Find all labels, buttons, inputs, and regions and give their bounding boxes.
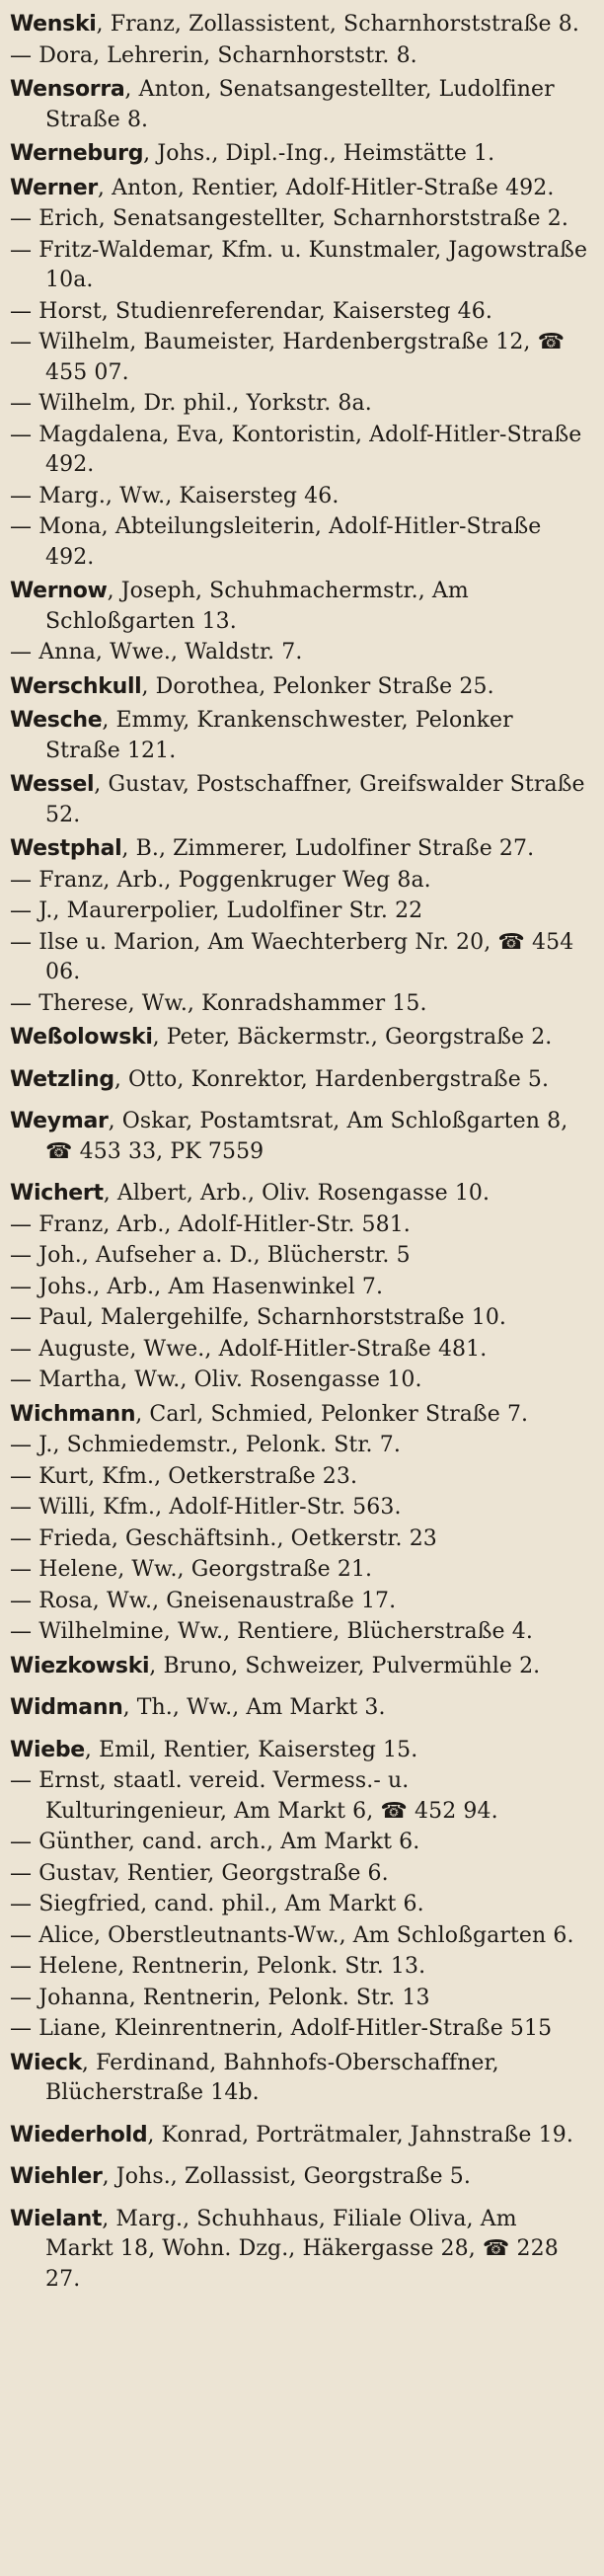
entry-details: — Mona, Abteilungsleiterin, Adolf-Hitler-Straße 492. xyxy=(10,514,542,570)
directory-entry-main xyxy=(10,10,590,40)
entry-details: , Johs., Zollassist, Georgstraße 5. xyxy=(102,2164,471,2189)
directory-entry-sub xyxy=(10,1431,590,1461)
directory-entry-main xyxy=(10,2121,590,2151)
entry-details: , Emmy, Krankenschwester, Pelonker Straße 121. xyxy=(45,708,513,763)
directory-entry-main xyxy=(10,139,590,170)
entry-details: — Frieda, Geschäftsinh., Oetkerstr. 23 xyxy=(10,1525,437,1551)
entry-details: — Ernst, staatl. vereid. Vermess.- u. Kulturingenieur, Am Markt 6, ☎ 452 94. xyxy=(10,1768,498,1824)
entry-details: — Auguste, Wwe., Adolf-Hitler-Straße 481. xyxy=(10,1336,488,1362)
directory-entry-main xyxy=(10,1693,590,1724)
directory-entry-sub xyxy=(10,204,590,235)
directory-entry-sub xyxy=(10,928,590,988)
directory-entry-sub xyxy=(10,328,590,388)
directory-entry-sub xyxy=(10,1366,590,1396)
directory-entry-sub xyxy=(10,1984,590,2014)
directory-entry-sub xyxy=(10,389,590,420)
directory-entry-main xyxy=(10,577,590,637)
entry-surname: Wichmann xyxy=(10,1401,136,1427)
directory-entry-sub xyxy=(10,1273,590,1303)
entry-details: — Wilhelmine, Ww., Rentiere, Blücherstraße 4. xyxy=(10,1619,533,1644)
entry-details: , Ferdinand, Bahnhofs-Oberschaffner, Blücherstraße 14b. xyxy=(45,2050,499,2105)
entry-details: — Willi, Kfm., Adolf-Hitler-Str. 563. xyxy=(10,1495,402,1520)
directory-entry-main xyxy=(10,1065,590,1096)
entry-details: , Joseph, Schuhmachermstr., Am Schloßgarten 13. xyxy=(45,579,469,634)
entry-details: , Albert, Arb., Oliv. Rosengasse 10. xyxy=(103,1181,491,1206)
directory-entry-sub xyxy=(10,866,590,897)
directory-entry-sub xyxy=(10,897,590,927)
directory-entry-sub xyxy=(10,989,590,1020)
entry-details: , Bruno, Schweizer, Pulvermühle 2. xyxy=(149,1653,541,1678)
entry-surname: Wensorra xyxy=(10,77,125,102)
entry-surname: Wiezkowski xyxy=(10,1653,150,1678)
entry-details: — Kurt, Kfm., Oetkerstraße 23. xyxy=(10,1463,358,1489)
entry-surname: Westphal xyxy=(10,836,122,861)
directory-entry-sub xyxy=(10,1303,590,1334)
directory-entry-sub xyxy=(10,1241,590,1272)
directory-entry-main xyxy=(10,706,590,766)
entry-surname: Wesche xyxy=(10,708,103,733)
entry-surname: Weßolowski xyxy=(10,1025,153,1050)
directory-entry-sub xyxy=(10,638,590,668)
entry-surname: Wernow xyxy=(10,579,108,603)
entry-surname: Wetzling xyxy=(10,1066,114,1092)
entry-details: , Anton, Rentier, Adolf-Hitler-Straße 492. xyxy=(97,175,555,200)
entry-details: — Gustav, Rentier, Georgstraße 6. xyxy=(10,1860,389,1886)
entry-surname: Werschkull xyxy=(10,673,142,699)
directory-entry-sub xyxy=(10,2014,590,2045)
entry-details: — Ilse u. Marion, Am Waechterberg Nr. 20, ☎ 454 06. xyxy=(10,929,574,984)
entry-surname: Wessel xyxy=(10,772,95,797)
entry-details: — Alice, Oberstleutnants-Ww., Am Schloßgarten 6. xyxy=(10,1922,574,1948)
entry-details: — Liane, Kleinrentnerin, Adolf-Hitler-Straße 515 xyxy=(10,2016,553,2041)
directory-entry-sub xyxy=(10,1921,590,1952)
entry-details: — Anna, Wwe., Waldstr. 7. xyxy=(10,640,303,664)
directory-entry-main xyxy=(10,834,590,865)
entry-details: — Paul, Malergehilfe, Scharnhorststraße 10. xyxy=(10,1305,507,1330)
directory-entry-main xyxy=(10,1400,590,1431)
entry-details: — Marg., Ww., Kaisersteg 46. xyxy=(10,483,340,508)
directory-entry-main xyxy=(10,2205,590,2296)
entry-details: — J., Schmiedemstr., Pelonk. Str. 7. xyxy=(10,1433,401,1457)
directory-entry-sub xyxy=(10,1859,590,1890)
entry-details: , Dorothea, Pelonker Straße 25. xyxy=(141,673,494,699)
directory-entry-sub xyxy=(10,1828,590,1858)
entry-surname: Weymar xyxy=(10,1109,109,1133)
entry-surname: Wiebe xyxy=(10,1737,85,1762)
entry-details: — Rosa, Ww., Gneisenaustraße 17. xyxy=(10,1588,397,1613)
directory-entry-sub xyxy=(10,482,590,512)
entry-surname: Wiederhold xyxy=(10,2122,148,2147)
directory-entry-main xyxy=(10,1736,590,1766)
entry-surname: Wieck xyxy=(10,2050,82,2075)
directory-entry-sub xyxy=(10,1890,590,1920)
directory-entry-sub xyxy=(10,421,590,481)
directory-entry-main xyxy=(10,75,590,135)
directory-entry-sub xyxy=(10,41,590,72)
entry-details: , Otto, Konrektor, Hardenbergstraße 5. xyxy=(113,1066,550,1092)
entry-details: — Fritz-Waldemar, Kfm. u. Kunstmaler, Jagowstraße 10a. xyxy=(10,237,588,292)
entry-details: , Gustav, Postschaffner, Greifswalder Straße 52. xyxy=(45,772,585,827)
directory-entry-sub xyxy=(10,1462,590,1493)
entry-details: — Joh., Aufseher a. D., Blücherstr. 5 xyxy=(10,1243,411,1268)
entry-details: — Johs., Arb., Am Hasenwinkel 7. xyxy=(10,1274,384,1299)
directory-entry-sub xyxy=(10,1587,590,1617)
directory-entry-sub xyxy=(10,1555,590,1586)
entry-details: — Wilhelm, Baumeister, Hardenbergstraße 12, ☎ 455 07. xyxy=(10,330,566,385)
entry-details: , Konrad, Porträtmaler, Jahnstraße 19. xyxy=(147,2122,573,2147)
entry-details: , Franz, Zollassistent, Scharnhorststraße 8. xyxy=(96,12,579,37)
directory-entries xyxy=(10,10,590,2295)
entry-details: — Martha, Ww., Oliv. Rosengasse 10. xyxy=(10,1367,422,1392)
entry-surname: Wielant xyxy=(10,2206,103,2231)
directory-entry-sub xyxy=(10,1952,590,1983)
directory-entry-sub xyxy=(10,1524,590,1555)
entry-details: , Peter, Bäckermstr., Georgstraße 2. xyxy=(152,1025,553,1050)
directory-entry-main xyxy=(10,1107,590,1167)
entry-details: — Helene, Rentnerin, Pelonk. Str. 13. xyxy=(10,1954,426,1979)
entry-details: — Magdalena, Eva, Kontoristin, Adolf-Hitler-Straße 492. xyxy=(10,422,582,477)
entry-surname: Werner xyxy=(10,175,98,200)
directory-entry-main xyxy=(10,1023,590,1054)
entry-details: — Günther, cand. arch., Am Markt 6. xyxy=(10,1830,420,1854)
entry-surname: Werneburg xyxy=(10,141,144,166)
entry-details: — J., Maurerpolier, Ludolfiner Str. 22 xyxy=(10,898,423,923)
entry-details: , Oskar, Postamtsrat, Am Schloßgarten 8, ☎ 453 33, PK 7559 xyxy=(45,1109,568,1164)
directory-entry-sub xyxy=(10,1210,590,1241)
directory-entry-main xyxy=(10,2049,590,2109)
entry-details: , B., Zimmerer, Ludolfiner Straße 27. xyxy=(121,836,535,861)
entry-details: , Carl, Schmied, Pelonker Straße 7. xyxy=(135,1401,529,1427)
entry-details: — Siegfried, cand. phil., Am Markt 6. xyxy=(10,1892,424,1916)
directory-entry-sub xyxy=(10,1335,590,1366)
entry-surname: Wenski xyxy=(10,12,97,37)
directory-entry-sub xyxy=(10,512,590,573)
entry-details: , Anton, Senatsangestellter, Ludolfiner Straße 8. xyxy=(45,77,555,132)
entry-details: — Wilhelm, Dr. phil., Yorkstr. 8a. xyxy=(10,391,372,416)
directory-entry-main xyxy=(10,174,590,204)
directory-entry-sub xyxy=(10,297,590,328)
entry-details: — Helene, Ww., Georgstraße 21. xyxy=(10,1557,373,1582)
directory-entry-main xyxy=(10,1179,590,1210)
entry-surname: Wichert xyxy=(10,1181,104,1206)
entry-details: — Dora, Lehrerin, Scharnhorststr. 8. xyxy=(10,42,417,68)
entry-details: , Emil, Rentier, Kaisersteg 15. xyxy=(84,1737,418,1762)
entry-details: , Th., Ww., Am Markt 3. xyxy=(122,1695,386,1720)
entry-details: — Johanna, Rentnerin, Pelonk. Str. 13 xyxy=(10,1985,430,2010)
entry-details: — Erich, Senatsangestellter, Scharnhorststraße 2. xyxy=(10,206,568,231)
entry-details: — Franz, Arb., Adolf-Hitler-Str. 581. xyxy=(10,1211,411,1237)
entry-surname: Widmann xyxy=(10,1695,123,1720)
directory-entry-main xyxy=(10,2162,590,2193)
entry-details: , Marg., Schuhhaus, Filiale Oliva, Am Markt 18, Wohn. Dzg., Häkergasse 28, ☎ 228 27. xyxy=(45,2206,559,2292)
entry-surname: Wiehler xyxy=(10,2164,103,2189)
directory-entry-main xyxy=(10,1652,590,1682)
directory-entry-main xyxy=(10,672,590,703)
directory-entry-sub xyxy=(10,1766,590,1827)
directory-entry-sub xyxy=(10,236,590,296)
entry-details: — Franz, Arb., Poggenkruger Weg 8a. xyxy=(10,867,431,893)
directory-entry-sub xyxy=(10,1493,590,1523)
directory-entry-main xyxy=(10,770,590,830)
entry-details: — Horst, Studienreferendar, Kaisersteg 46. xyxy=(10,298,492,324)
entry-details: , Johs., Dipl.-Ing., Heimstätte 1. xyxy=(143,141,495,166)
directory-entry-sub xyxy=(10,1617,590,1648)
entry-details: — Therese, Ww., Konradshammer 15. xyxy=(10,990,427,1016)
